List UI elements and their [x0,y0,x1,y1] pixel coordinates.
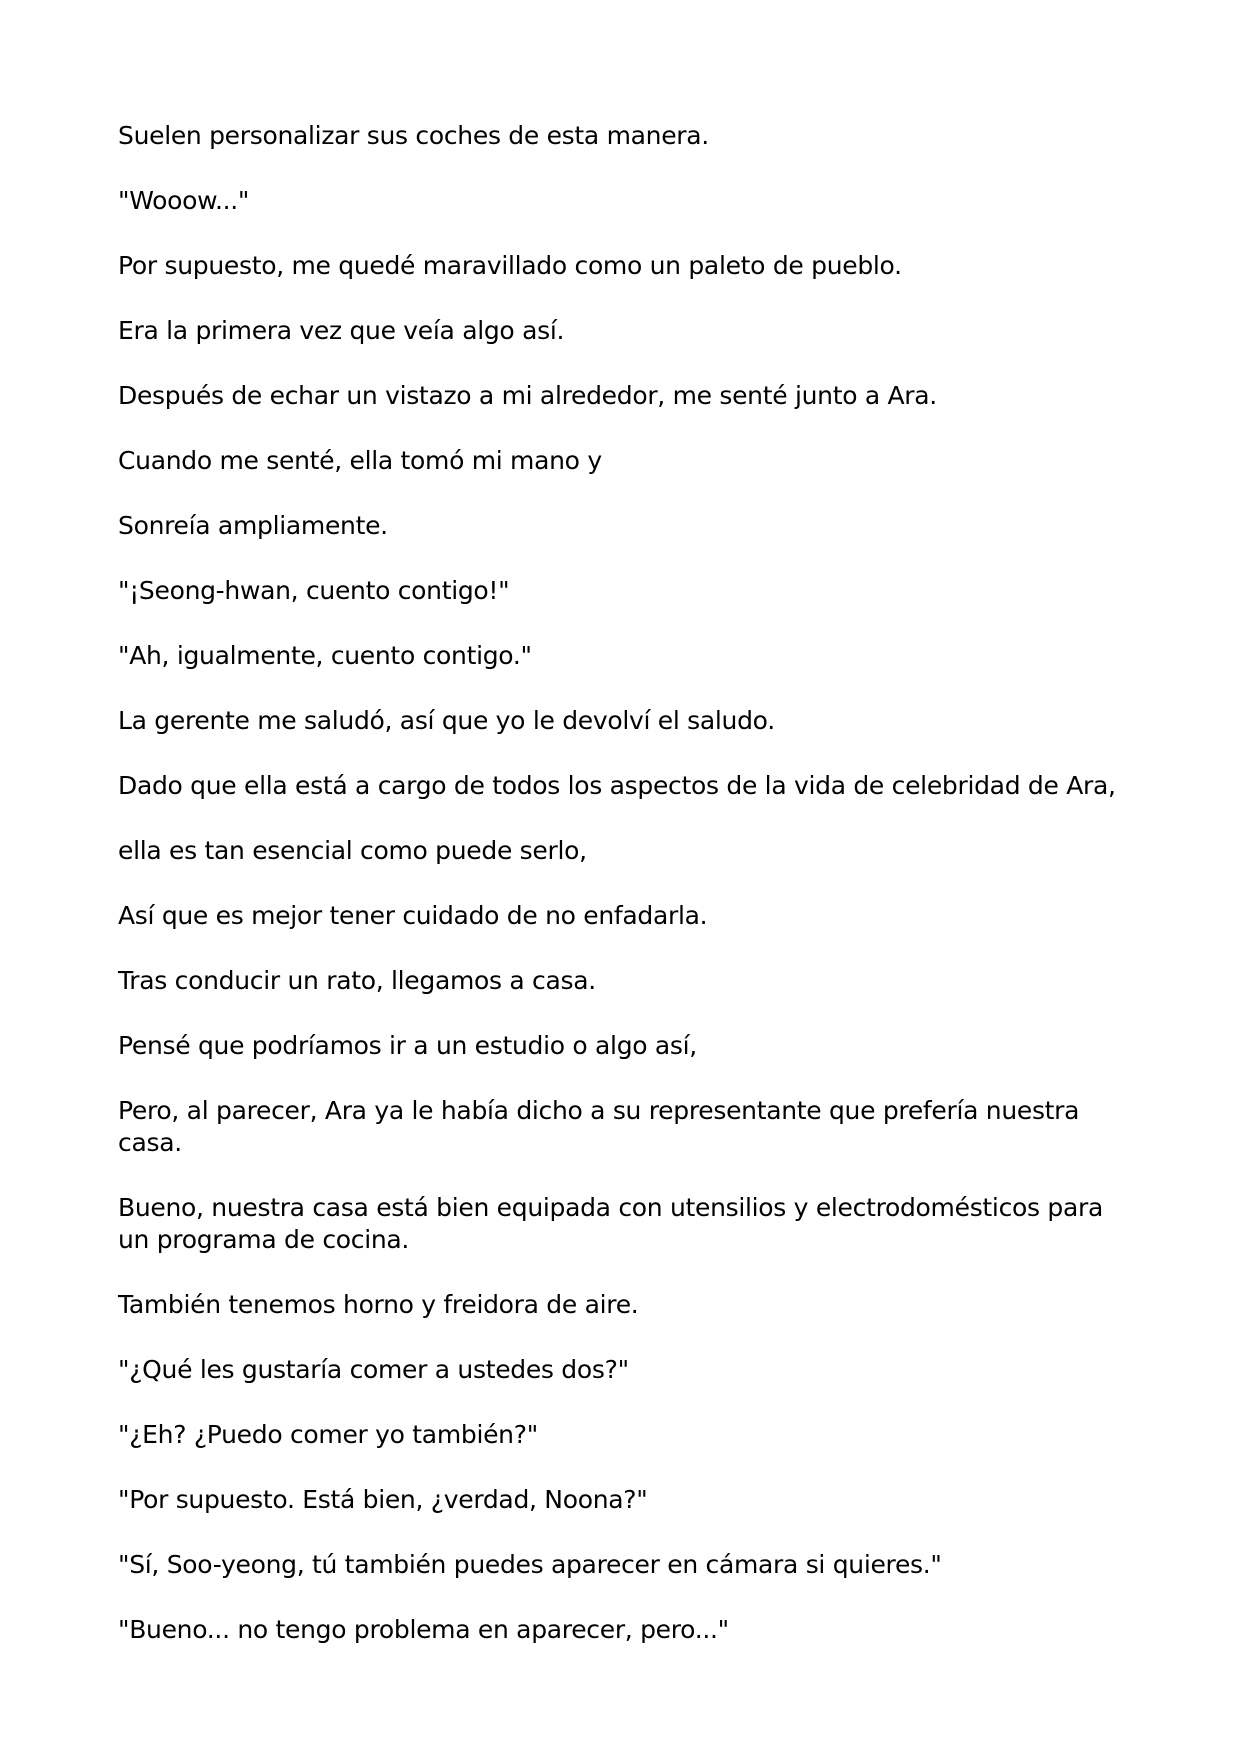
paragraph: También tenemos horno y freidora de aire. [118,1290,639,1319]
paragraph: "¿Eh? ¿Puedo comer yo también?" [118,1420,538,1449]
paragraph: "Ah, igualmente, cuento contigo." [118,641,532,670]
paragraph: "Wooow..." [118,186,250,215]
paragraph: La gerente me saludó, así que yo le devolví el saludo. [118,706,775,735]
paragraph: Suelen personalizar sus coches de esta manera. [118,121,709,150]
paragraph: Después de echar un vistazo a mi alrededor, me senté junto a Ara. [118,381,937,410]
paragraph: Dado que ella está a cargo de todos los aspectos de la vida de celebridad de Ara, [118,771,1116,800]
paragraph: "Por supuesto. Está bien, ¿verdad, Noona?" [118,1485,648,1514]
document-body [118,120,1128,1679]
paragraph: "¡Seong-hwan, cuento contigo!" [118,576,510,605]
paragraph: Por supuesto, me quedé maravillado como un paleto de pueblo. [118,251,902,280]
paragraph: ella es tan esencial como puede serlo, [118,836,587,865]
paragraph: "¿Qué les gustaría comer a ustedes dos?" [118,1355,629,1384]
paragraph: "Sí, Soo-yeong, tú también puedes aparecer en cámara si quieres." [118,1550,942,1579]
paragraph: Sonreía ampliamente. [118,511,388,540]
paragraph: Cuando me senté, ella tomó mi mano y [118,446,602,475]
paragraph: Pero, al parecer, Ara ya le había dicho a su representante que prefería nuestra casa. [118,1096,1080,1157]
paragraph: Bueno, nuestra casa está bien equipada con utensilios y electrodomésticos para un programa de cocina. [118,1193,1103,1254]
paragraph: Era la primera vez que veía algo así. [118,316,565,345]
paragraph: Pensé que podríamos ir a un estudio o algo así, [118,1031,697,1060]
paragraph: Tras conducir un rato, llegamos a casa. [118,966,596,995]
paragraph: "Bueno... no tengo problema en aparecer, pero..." [118,1615,729,1644]
paragraph: Así que es mejor tener cuidado de no enfadarla. [118,901,708,930]
